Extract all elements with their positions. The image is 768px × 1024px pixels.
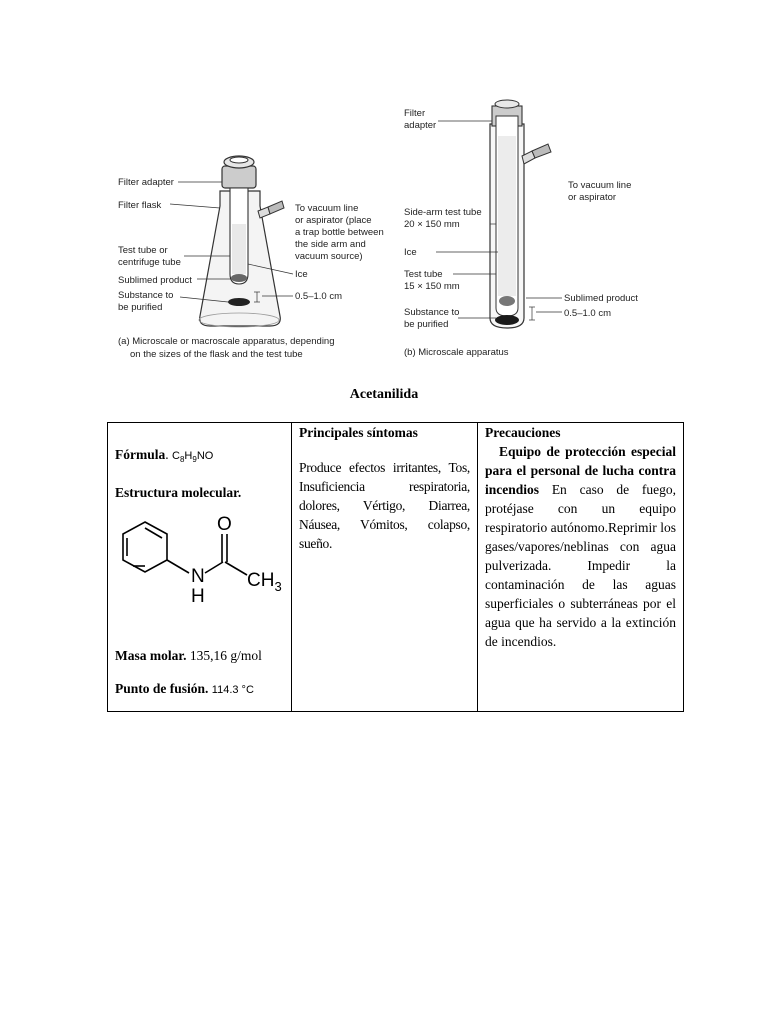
label-side-arm-tube: Side-arm test tube [404,207,482,218]
hydrogen-atom: H [191,586,205,608]
label-vacuum-line-2: or aspirator [568,192,617,203]
caption-a: (a) Microscale or macroscale apparatus, depending [118,336,335,347]
label-distance: 0.5–1.0 cm [295,291,342,302]
label-vacuum-line: To vacuum line [568,180,632,191]
label-ice: Ice [404,247,417,258]
acetanilide-table [107,422,684,712]
label-side-arm-tube-2: 20 × 150 mm [404,219,460,230]
molecular-structure [119,516,289,616]
melting-point-label: Punto de fusión. [115,681,209,697]
label-vacuum-line-4: the side arm and [295,239,366,250]
molar-mass-value: 135,16 g/mol [189,648,262,664]
precautions-cell [478,423,684,712]
figure-a-microscale-apparatus [112,146,384,364]
label-substance: Substance to [118,290,174,301]
precautions-bold-text: Equipo de protección especial para el personal de lucha contra incendios [485,444,676,497]
melting-point-value: 114.3 °C [211,684,254,697]
symptoms-cell [292,423,478,712]
label-substance-2: be purified [118,302,163,313]
page-title: Acetanilida [349,387,419,402]
label-vacuum-line-2: or aspirator (place [295,215,372,226]
label-distance: 0.5–1.0 cm [564,308,611,319]
side-arm-tube-drawing [398,96,678,362]
symptoms-header: Principales síntomas [299,425,418,440]
label-filter-flask: Filter flask [118,200,162,211]
formula-value: $C_8H_9NO$ [172,450,214,465]
formula-dot: . [165,447,169,462]
structure-label: Estructura molecular. [115,485,242,501]
properties-cell [108,423,292,712]
oxygen-atom: O [217,514,232,536]
label-ice: Ice [295,269,308,280]
melting-point-line [115,679,284,700]
label-sublimed-product: Sublimed product [118,275,192,286]
molar-mass-label: Masa molar. [115,648,187,664]
label-test-tube-2: 15 × 150 mm [404,281,460,292]
flask-apparatus-drawing [112,146,384,364]
figure-b-microscale-apparatus [398,96,678,362]
formula-label: Fórmula [115,447,166,462]
nitrogen-atom: N [191,566,205,588]
label-test-tube: Test tube [404,269,443,280]
caption-a-2: on the sizes of the flask and the test tube [130,349,303,360]
label-vacuum-line: To vacuum line [295,203,359,214]
precautions-header: Precauciones [485,425,561,440]
label-filter-2: adapter [404,120,437,131]
precautions-body: En caso de fuego, protéjase con un equipo respiratorio autónomo.Reprimir los gases/vapores/neblinas con agua pulverizada. Impedir la contaminación de las aguas superficiales o subterráneas por el agua que ha servido a la extinción de incendios. [485,482,677,649]
label-test-tube-2: centrifuge tube [118,257,181,268]
label-substance-2: be purified [404,319,449,330]
precautions-text [485,442,676,651]
label-sublimed-product: Sublimed product [564,293,638,304]
label-test-tube: Test tube or [118,245,168,256]
label-vacuum-line-5: vacuum source) [295,251,363,262]
symptoms-text: Produce efectos irritantes, Tos, Insuficiencia respiratoria, dolores, Vértigo, Diarrea, Náusea, Vómitos, colapso, sueño. [299,460,470,551]
label-filter: Filter [404,108,426,119]
label-substance: Substance to [404,307,460,318]
formula-line [115,445,284,469]
caption-b: (b) Microscale apparatus [404,347,509,358]
methyl-group: $CH_3$ [247,570,282,595]
label-filter-adapter: Filter adapter [118,177,174,188]
label-vacuum-line-3: a trap bottle between [295,227,384,238]
molar-mass-line [115,646,284,665]
